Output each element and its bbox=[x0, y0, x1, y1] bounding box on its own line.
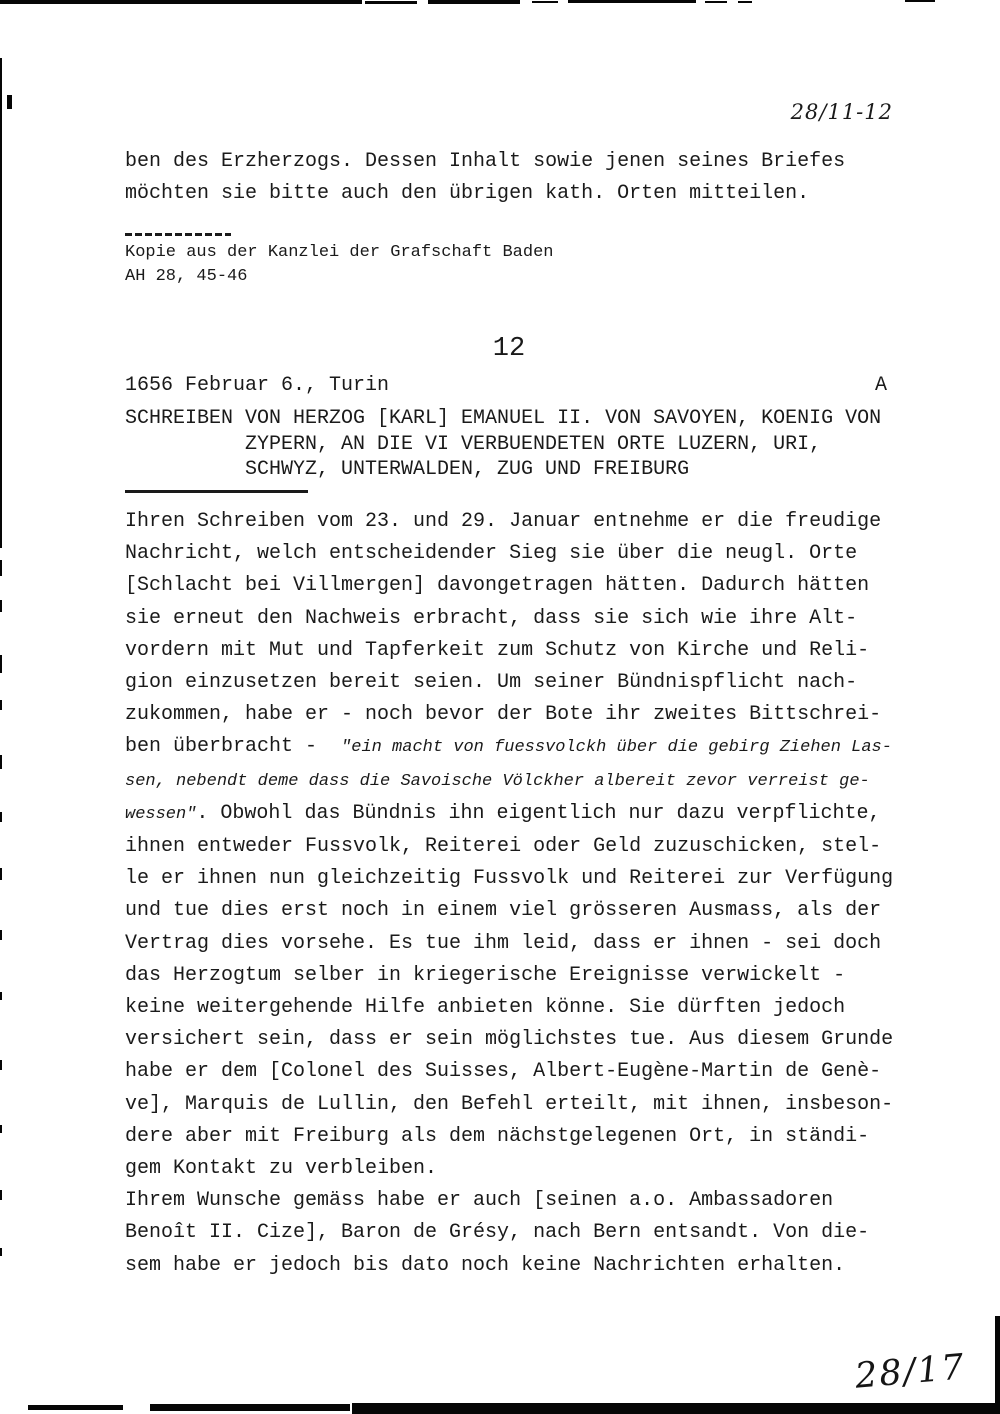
text-line: Ihrem Wunsche gemäss habe er auch [seinen a.o. Ambassadoren bbox=[125, 1189, 834, 1213]
scan-artifact bbox=[352, 1403, 1000, 1414]
text-line: keine weitergehende Hilfe anbieten könne. Sie dürften jedoch bbox=[125, 996, 846, 1020]
text-line: ihnen entweder Fussvolk, Reiterei oder Geld zuzuschicken, stel- bbox=[125, 835, 882, 859]
text-line: habe er dem [Colonel des Suisses, Albert-Eugène-Martin de Genè- bbox=[125, 1060, 882, 1084]
dashed-separator bbox=[125, 233, 231, 236]
text-line: Nachricht, welch entscheidender Sieg sie über die neugl. Orte bbox=[125, 542, 858, 566]
scan-artifact bbox=[0, 930, 2, 940]
scan-artifact bbox=[0, 600, 2, 612]
scan-artifact bbox=[705, 1, 727, 3]
scan-artifact bbox=[150, 1404, 350, 1411]
scan-artifact bbox=[0, 58, 2, 548]
scan-artifact bbox=[995, 1316, 1000, 1414]
text-line: le er ihnen nun gleichzeitig Fussvolk und Reiterei zur Verfügung bbox=[125, 867, 894, 891]
text-line: SCHREIBEN VON HERZOG [KARL] EMANUEL II. VON SAVOYEN, KOENIG VON bbox=[125, 407, 882, 430]
scan-artifact bbox=[0, 755, 2, 769]
text-line: ben des Erzherzogs. Dessen Inhalt sowie jenen seines Briefes bbox=[125, 150, 846, 173]
text-line: ve], Marquis de Lullin, den Befehl erteilt, mit ihnen, insbeson- bbox=[125, 1092, 894, 1116]
scan-artifact bbox=[0, 1125, 2, 1133]
scan-artifact bbox=[738, 1, 752, 3]
handwritten-note: 28/17 bbox=[853, 1347, 968, 1397]
body-text bbox=[125, 506, 900, 1282]
text-line: ben überbracht - "ein macht von fuessvolckh über die gebirg Ziehen Las- bbox=[125, 735, 892, 759]
scan-artifact bbox=[0, 1190, 2, 1200]
text-line: und tue dies erst noch in einem viel grösseren Ausmass, als der bbox=[125, 899, 882, 923]
entry-heading bbox=[125, 406, 900, 483]
text-line: zukommen, habe er - noch bevor der Bote ihr zweites Bittschrei- bbox=[125, 703, 882, 727]
text-line: sie erneut den Nachweis erbracht, dass sie sich wie ihre Alt- bbox=[125, 606, 858, 630]
scan-artifact bbox=[28, 1405, 123, 1410]
scan-artifact bbox=[0, 700, 2, 710]
scan-artifact bbox=[0, 1060, 2, 1070]
solid-separator bbox=[125, 490, 308, 493]
scan-artifact bbox=[7, 95, 12, 109]
text-line: ZYPERN, AN DIE VI VERBUENDETEN ORTE LUZERN, URI, bbox=[245, 432, 822, 456]
scan-artifact bbox=[568, 0, 696, 3]
scan-artifact bbox=[905, 0, 935, 2]
text-line: Kopie aus der Kanzlei der Grafschaft Baden bbox=[125, 243, 554, 262]
text-line: Vertrag dies vorsehe. Es tue ihm leid, dass er ihnen - sei doch bbox=[125, 931, 882, 955]
scan-artifact bbox=[0, 812, 2, 822]
text-line: möchten sie bitte auch den übrigen kath. Orten mitteilen. bbox=[125, 181, 810, 205]
text-line: [Schlacht bei Villmergen] davongetragen hätten. Dadurch hätten bbox=[125, 574, 870, 598]
text-line: wessen". Obwohl das Bündnis ihn eigentlich nur dazu verpflichte, bbox=[125, 801, 881, 825]
scan-artifact bbox=[0, 1248, 2, 1256]
text-line: versichert sein, dass er sein möglichstes tue. Aus diesem Grunde bbox=[125, 1028, 894, 1052]
date-line bbox=[125, 372, 887, 400]
text-line: AH 28, 45-46 bbox=[125, 267, 248, 286]
text-line: vordern mit Mut und Tapferkeit zum Schutz von Kirche und Reli- bbox=[125, 638, 870, 662]
text-line: sen, nebendt deme dass die Savoische Völckher albereit zevor verreist ge- bbox=[125, 771, 870, 791]
scan-artifact bbox=[365, 1, 417, 4]
source-note bbox=[125, 241, 725, 289]
text-line: das Herzogtum selber in kriegerische Ereignisse verwickelt - bbox=[125, 963, 846, 987]
text-line: Benoît II. Cize], Baron de Grésy, nach Bern entsandt. Von die- bbox=[125, 1221, 870, 1245]
date-place: 1656 Februar 6., Turin bbox=[125, 374, 390, 397]
text-line: gion einzusetzen bereit seien. Um seiner Bündnispflicht nach- bbox=[125, 671, 858, 695]
scan-artifact bbox=[0, 992, 2, 1000]
scan-artifact bbox=[532, 1, 558, 3]
scan-artifact bbox=[0, 560, 2, 576]
entry-number: 12 bbox=[492, 334, 526, 364]
text-line: sem habe er jedoch bis dato noch keine Nachrichten erhalten. bbox=[125, 1253, 846, 1277]
scan-artifact bbox=[0, 0, 362, 4]
side-letter: A bbox=[874, 374, 887, 397]
continuation-paragraph bbox=[125, 146, 900, 209]
scan-artifact bbox=[428, 0, 520, 4]
page-number: 28/11-12 bbox=[790, 100, 893, 124]
text-line: gem Kontakt zu verbleiben. bbox=[125, 1157, 438, 1181]
text-line: SCHWYZ, UNTERWALDEN, ZUG UND FREIBURG bbox=[245, 458, 690, 481]
text-line: Ihren Schreiben vom 23. und 29. Januar entnehme er die freudige bbox=[125, 510, 882, 533]
scan-artifact bbox=[0, 655, 2, 673]
scan-artifact bbox=[0, 868, 2, 880]
text-line: dere aber mit Freiburg als dem nächstgelegenen Ort, in ständi- bbox=[125, 1124, 870, 1148]
